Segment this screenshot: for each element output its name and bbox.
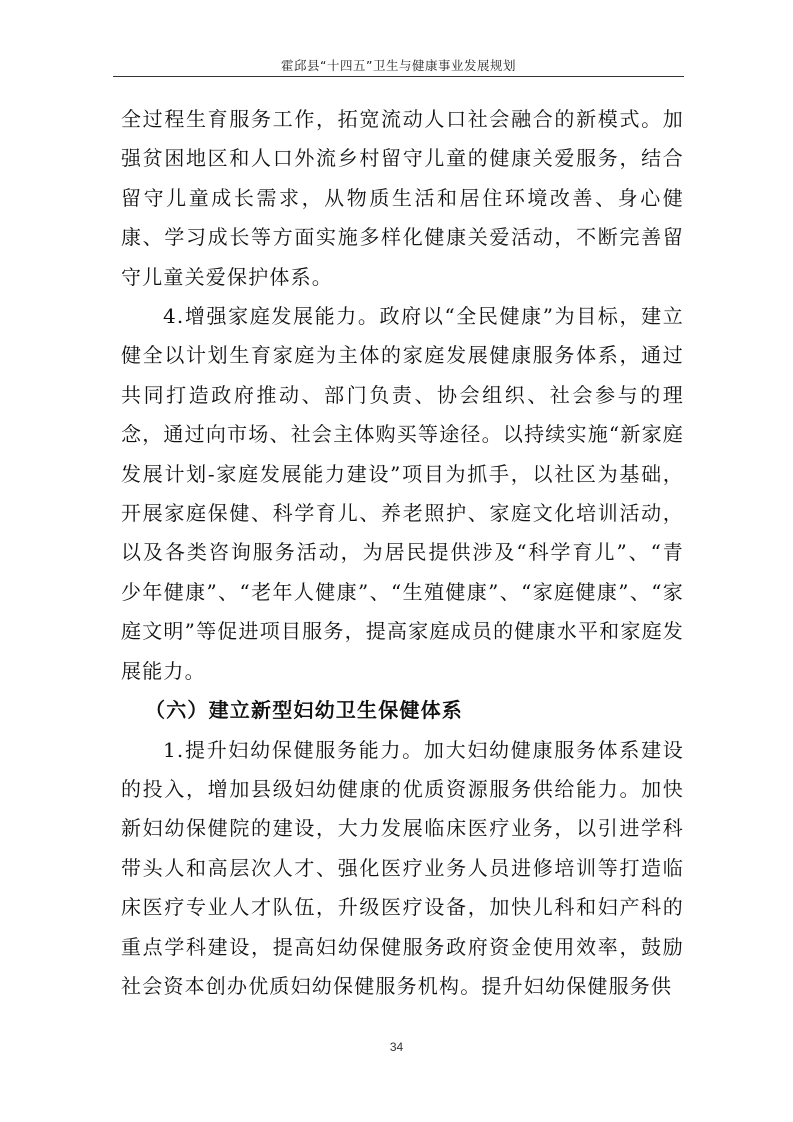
paragraph-continuation: 全过程生育服务工作，拓宽流动人口社会融合的新模式。加强贫困地区和人口外流乡村留守儿童的健康关爱服务，结合留守儿童成长需求，从物质生活和居住环境改善、身心健康、学习成长等方面实施多样化健康关爱活动，不断完善留守儿童关爱保护体系。 bbox=[121, 107, 684, 289]
page-number: 34 bbox=[389, 1040, 404, 1054]
section-heading: （六）建立新型妇幼卫生保健体系 bbox=[145, 698, 463, 723]
paragraph-family-development: 4.增强家庭发展能力。政府以“全民健康”为目标，建立健全以计划生育家庭为主体的家庭发展健康服务体系，通过共同打造政府推动、部门负责、协会组织、社会参与的理念，通过向市场、社会主体购买等途径。以持续实施“新家庭发展计划-家庭发展能力建设”项目为抓手，以社区为基础，开展家庭保健、科学育儿、养老照护、家庭文化培训活动，以及各类咨询服务活动，为居民提供涉及“科学育儿”、“青少年健康”、“老年人健康”、“生殖健康”、“家庭健康”、“家庭文明”等促进项目服务，提高家庭成员的健康水平和家庭发展能力。 bbox=[121, 304, 684, 683]
paragraph-maternal-child-health: 1.提升妇幼保健服务能力。加大妇幼健康服务体系建设的投入，增加县级妇幼健康的优质资源服务供给能力。加快新妇幼保健院的建设，大力发展临床医疗业务，以引进学科带头人和高层次人才、强化医疗业务人员进修培训等打造临床医疗专业人才队伍，升级医疗设备，加快儿科和妇产科的重点学科建设，提高妇幼保健服务政府资金使用效率，鼓励社会资本创办优质妇幼保健服务机构。提升妇幼保健服务供 bbox=[121, 737, 684, 998]
header-divider bbox=[113, 76, 684, 77]
page-header: 霍邱县“十四五”卫生与健康事业发展规划 bbox=[281, 58, 516, 73]
document-body bbox=[121, 100, 684, 1006]
